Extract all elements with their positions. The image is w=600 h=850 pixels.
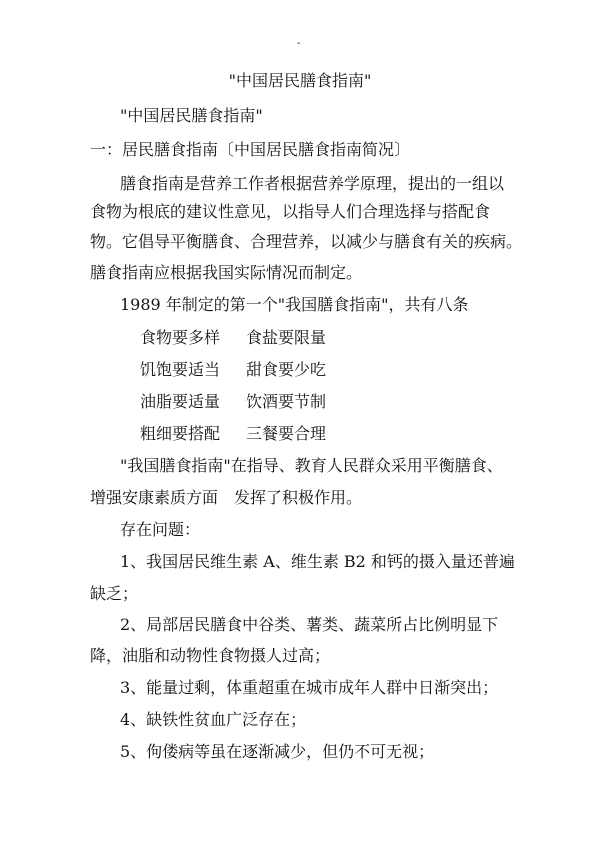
issue-item: 2、局部居民膳食中谷类、薯类、蔬菜所占比例明显下	[120, 615, 499, 634]
subtitle: "中国居民膳食指南"	[120, 106, 263, 125]
rule-item: 三餐要合理	[246, 424, 327, 443]
paragraph-line: 膳食指南应根据我国实际情况而制定。	[90, 263, 363, 282]
rule-item: 饮酒要节制	[246, 392, 327, 411]
issues-heading: 存在问题：	[120, 520, 201, 539]
rule-item: 饥饱要适当	[140, 360, 221, 379]
issue-item: 降，油脂和动物性食物摄人过高；	[90, 646, 331, 665]
rule-item: 食物要多样	[140, 328, 221, 347]
issue-item: 4、缺铁性贫血广泛存在；	[120, 710, 307, 729]
rule-item: 甜食要少吃	[246, 360, 327, 379]
paragraph-line: 膳食指南是营养工作者根据营养学原理，提出的一组以	[120, 174, 505, 193]
rule-item: 油脂要适量	[140, 392, 221, 411]
section-heading: 一：居民膳食指南〔中国居民膳食指南简况〕	[90, 140, 411, 159]
paragraph-line: "我国膳食指南"在指导、教育人民群众采用平衡膳食、	[120, 456, 503, 475]
header-mark: -	[297, 38, 301, 49]
rule-item: 粗细要搭配	[140, 424, 221, 443]
rule-item: 食盐要限量	[246, 328, 327, 347]
issue-item: 5、佝偻病等虽在逐渐减少，但仍不可无视；	[120, 742, 435, 761]
issue-item: 缺乏；	[90, 584, 139, 603]
paragraph-line: 食物为根底的建议性意见，以指导人们合理选择与搭配食	[90, 202, 491, 221]
paragraph-line: 物。它倡导平衡膳食、合理营养，以减少与膳食有关的疾病。	[90, 232, 523, 251]
page-title: "中国居民膳食指南"	[228, 71, 372, 90]
issue-item: 1、我国居民维生素 A、维生素 B2 和钙的摄入量还普遍	[120, 552, 515, 571]
issue-item: 3、能量过剩，体重超重在城市成年人群中日渐突出；	[120, 678, 499, 697]
paragraph-line: 增强安康素质方面 发挥了积极作用。	[90, 488, 363, 507]
paragraph-line: 1989 年制定的第一个"我国膳食指南"，共有八条	[120, 295, 469, 314]
